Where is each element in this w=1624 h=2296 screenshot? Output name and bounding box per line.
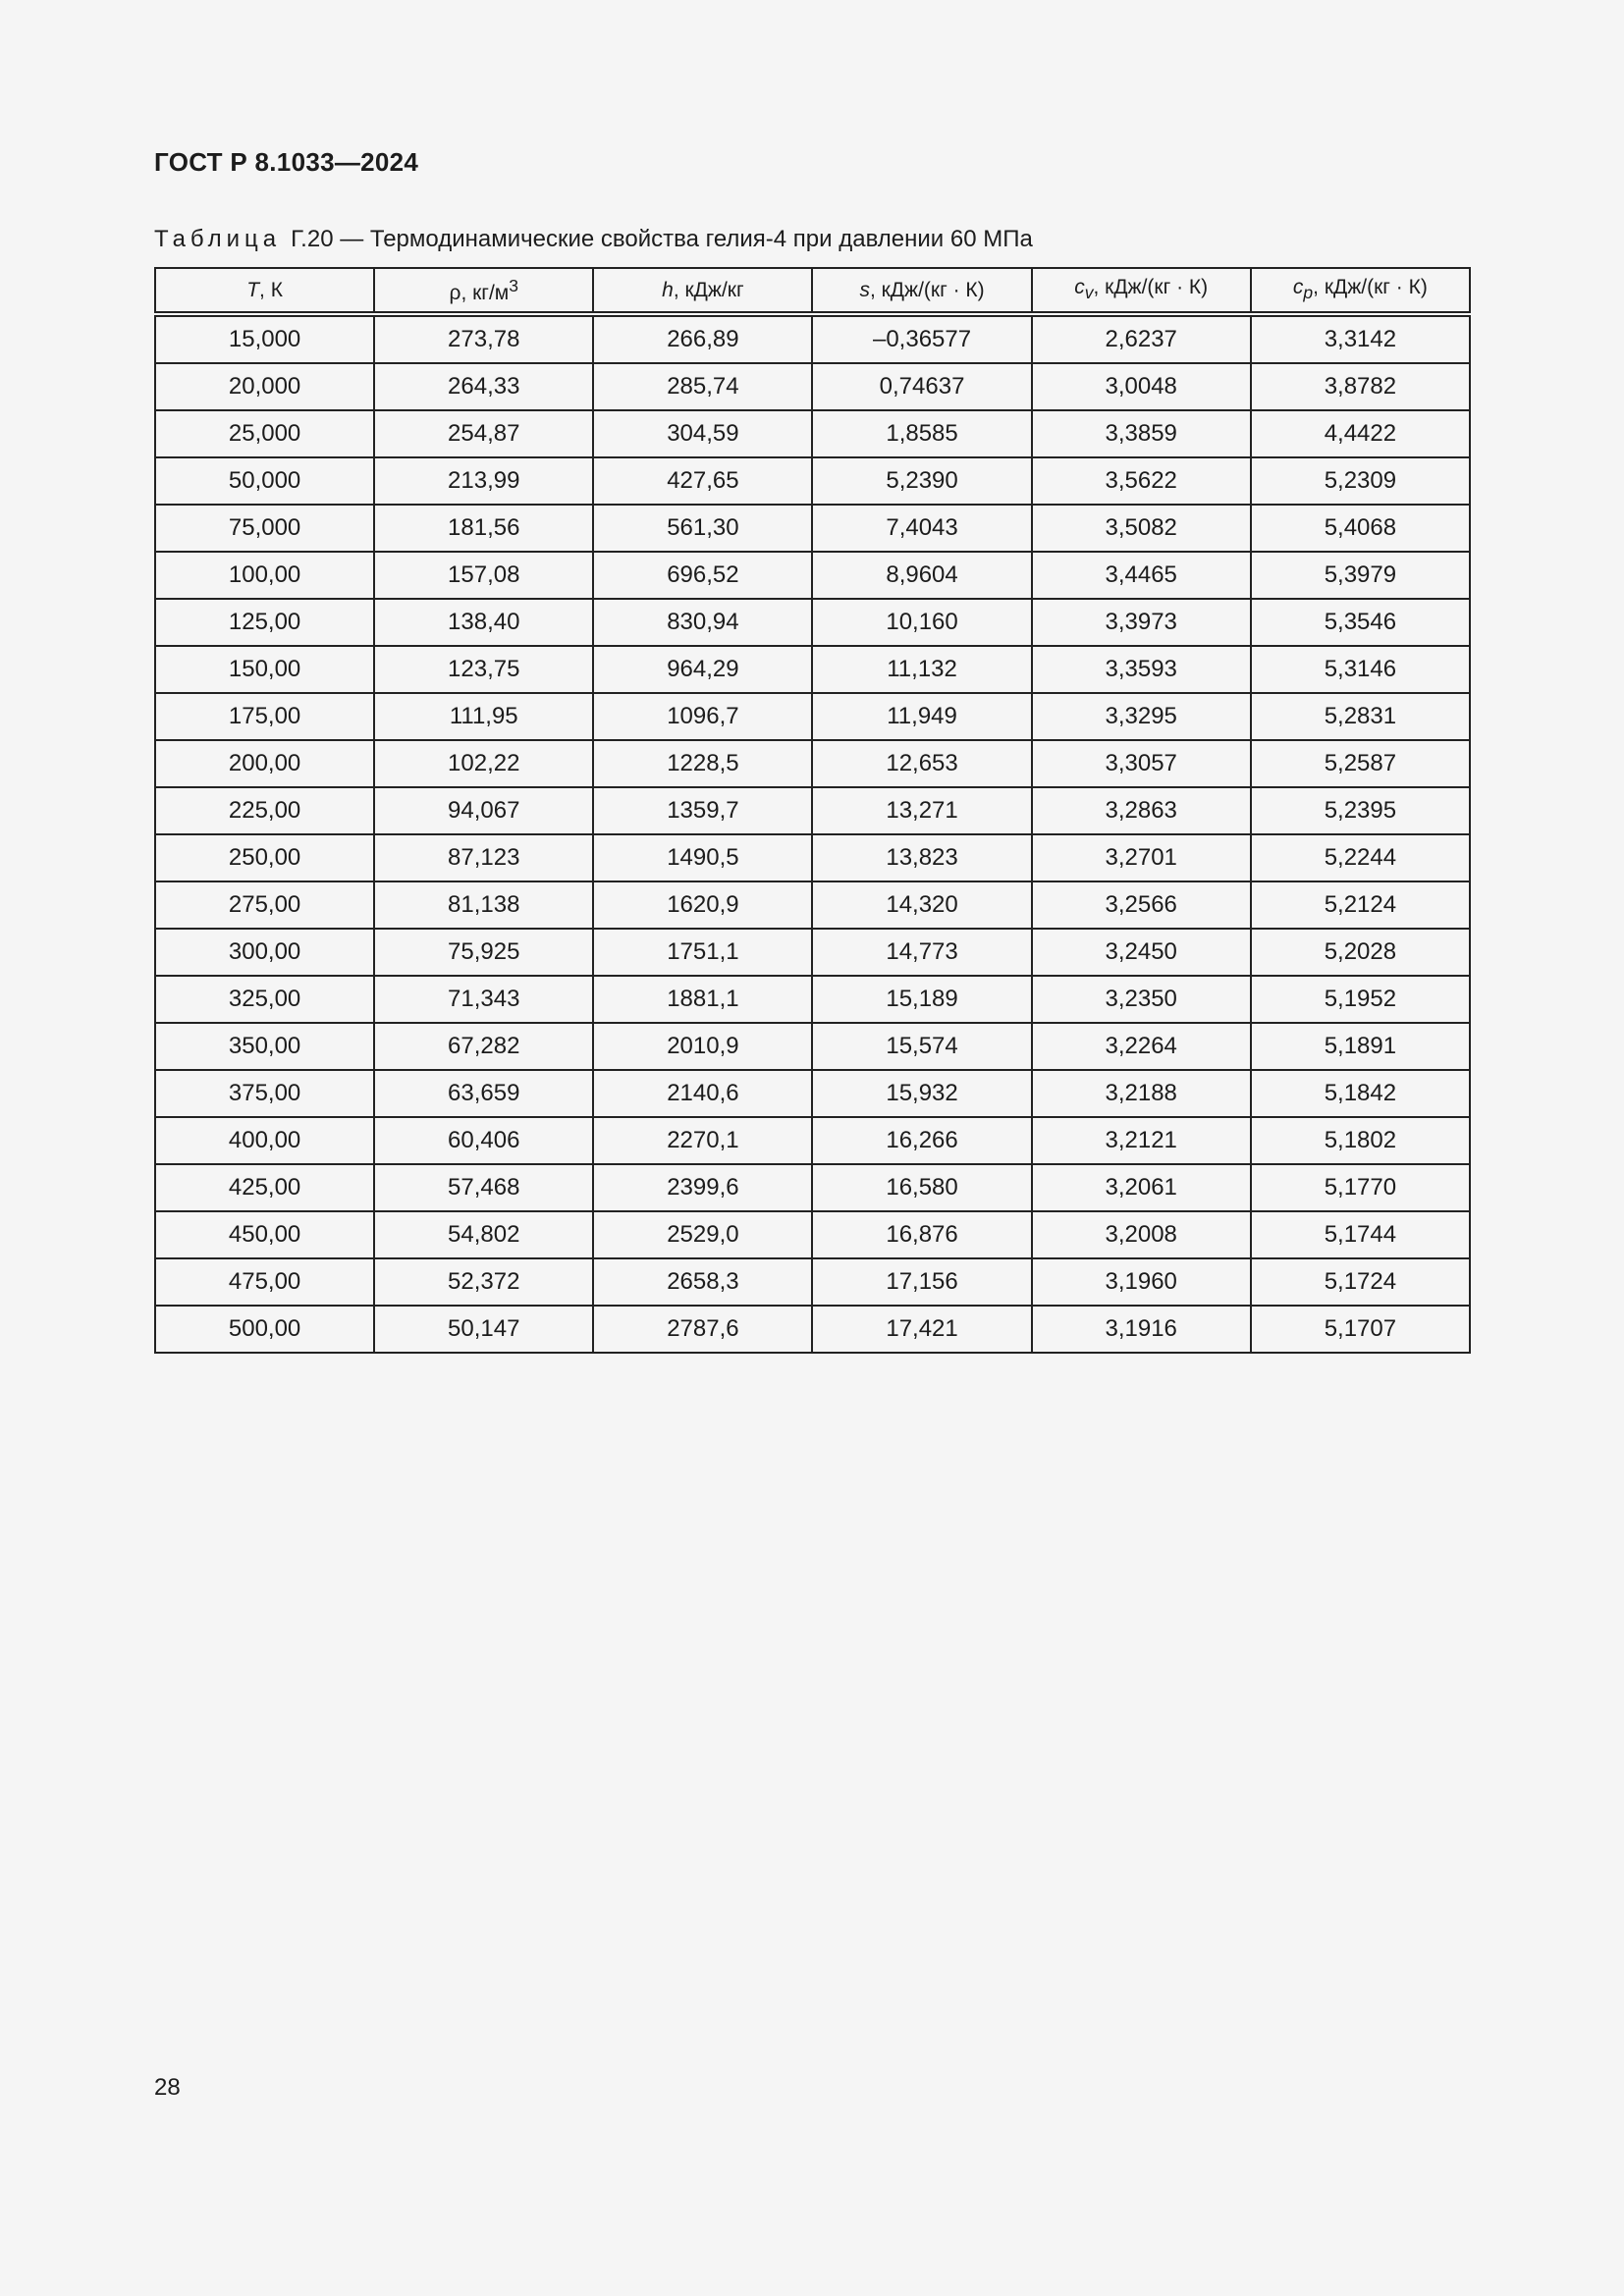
table-row — [155, 410, 1470, 457]
cell-cp: 5,3979 — [1251, 552, 1470, 599]
column-header-entropy: s, кДж/(кг · К) — [812, 268, 1031, 314]
cell-temperature: 300,00 — [155, 929, 374, 976]
cell-cp: 5,2124 — [1251, 881, 1470, 929]
cell-cp: 5,1952 — [1251, 976, 1470, 1023]
cell-enthalpy: 1881,1 — [593, 976, 812, 1023]
cell-density: 123,75 — [374, 646, 593, 693]
table-caption — [154, 226, 1033, 253]
cell-cv: 3,2701 — [1032, 834, 1251, 881]
cell-density: 87,123 — [374, 834, 593, 881]
cell-entropy: –0,36577 — [812, 314, 1031, 363]
cell-enthalpy: 2658,3 — [593, 1258, 812, 1306]
cell-density: 157,08 — [374, 552, 593, 599]
table-row — [155, 599, 1470, 646]
table-row — [155, 834, 1470, 881]
table-row — [155, 1164, 1470, 1211]
cell-entropy: 16,266 — [812, 1117, 1031, 1164]
cell-entropy: 7,4043 — [812, 505, 1031, 552]
cell-temperature: 200,00 — [155, 740, 374, 787]
cell-cv: 3,2121 — [1032, 1117, 1251, 1164]
cell-density: 67,282 — [374, 1023, 593, 1070]
cell-cp: 5,1724 — [1251, 1258, 1470, 1306]
cell-enthalpy: 285,74 — [593, 363, 812, 410]
table-row — [155, 314, 1470, 363]
cell-enthalpy: 1620,9 — [593, 881, 812, 929]
cell-temperature: 100,00 — [155, 552, 374, 599]
cell-density: 181,56 — [374, 505, 593, 552]
table-body — [155, 314, 1470, 1353]
cell-temperature: 25,000 — [155, 410, 374, 457]
column-header-temperature: T, К — [155, 268, 374, 314]
cell-cv: 3,2008 — [1032, 1211, 1251, 1258]
cell-temperature: 325,00 — [155, 976, 374, 1023]
table-row — [155, 1211, 1470, 1258]
cell-cp: 5,1770 — [1251, 1164, 1470, 1211]
cell-temperature: 450,00 — [155, 1211, 374, 1258]
cell-density: 254,87 — [374, 410, 593, 457]
cell-enthalpy: 1751,1 — [593, 929, 812, 976]
cell-temperature: 150,00 — [155, 646, 374, 693]
cell-cp: 5,4068 — [1251, 505, 1470, 552]
table-row — [155, 881, 1470, 929]
cell-cv: 3,2450 — [1032, 929, 1251, 976]
column-header-enthalpy: h, кДж/кг — [593, 268, 812, 314]
cell-temperature: 20,000 — [155, 363, 374, 410]
cell-cv: 3,1960 — [1032, 1258, 1251, 1306]
table-header-row — [155, 268, 1470, 314]
cell-enthalpy: 1490,5 — [593, 834, 812, 881]
cell-temperature: 350,00 — [155, 1023, 374, 1070]
cell-density: 54,802 — [374, 1211, 593, 1258]
page-number: 28 — [154, 2074, 181, 2101]
cell-cv: 3,2061 — [1032, 1164, 1251, 1211]
cell-entropy: 14,773 — [812, 929, 1031, 976]
cell-entropy: 15,574 — [812, 1023, 1031, 1070]
cell-enthalpy: 1096,7 — [593, 693, 812, 740]
cell-temperature: 275,00 — [155, 881, 374, 929]
cell-entropy: 13,271 — [812, 787, 1031, 834]
cell-cp: 5,1744 — [1251, 1211, 1470, 1258]
cell-enthalpy: 427,65 — [593, 457, 812, 505]
cell-enthalpy: 696,52 — [593, 552, 812, 599]
cell-enthalpy: 2140,6 — [593, 1070, 812, 1117]
cell-temperature: 175,00 — [155, 693, 374, 740]
table-row — [155, 1070, 1470, 1117]
cell-cp: 4,4422 — [1251, 410, 1470, 457]
cell-enthalpy: 2010,9 — [593, 1023, 812, 1070]
cell-entropy: 10,160 — [812, 599, 1031, 646]
cell-cv: 3,3057 — [1032, 740, 1251, 787]
cell-cp: 5,1842 — [1251, 1070, 1470, 1117]
cell-cp: 5,3546 — [1251, 599, 1470, 646]
cell-entropy: 14,320 — [812, 881, 1031, 929]
cell-enthalpy: 2399,6 — [593, 1164, 812, 1211]
cell-enthalpy: 964,29 — [593, 646, 812, 693]
cell-density: 57,468 — [374, 1164, 593, 1211]
column-header-cp: $c_p$, кДж/(кг · К) — [1251, 268, 1470, 314]
table-row — [155, 1023, 1470, 1070]
cell-temperature: 475,00 — [155, 1258, 374, 1306]
cell-density: 71,343 — [374, 976, 593, 1023]
cell-density: 102,22 — [374, 740, 593, 787]
cell-temperature: 225,00 — [155, 787, 374, 834]
cell-cp: 5,2831 — [1251, 693, 1470, 740]
thermo-properties-table — [154, 267, 1471, 1354]
cell-density: 273,78 — [374, 314, 593, 363]
cell-entropy: 15,932 — [812, 1070, 1031, 1117]
cell-entropy: 16,876 — [812, 1211, 1031, 1258]
cell-entropy: 5,2390 — [812, 457, 1031, 505]
cell-enthalpy: 1359,7 — [593, 787, 812, 834]
cell-cp: 5,2309 — [1251, 457, 1470, 505]
table-row — [155, 976, 1470, 1023]
cell-entropy: 11,132 — [812, 646, 1031, 693]
cell-enthalpy: 2787,6 — [593, 1306, 812, 1353]
cell-entropy: 0,74637 — [812, 363, 1031, 410]
cell-cp: 5,1707 — [1251, 1306, 1470, 1353]
cell-cv: 3,2264 — [1032, 1023, 1251, 1070]
cell-temperature: 400,00 — [155, 1117, 374, 1164]
cell-enthalpy: 1228,5 — [593, 740, 812, 787]
cell-entropy: 16,580 — [812, 1164, 1031, 1211]
cell-entropy: 17,421 — [812, 1306, 1031, 1353]
table-caption-text: Г.20 — Термодинамические свойства гелия-4 при давлении 60 МПа — [291, 226, 1033, 252]
cell-cv: 3,3973 — [1032, 599, 1251, 646]
cell-cv: 3,3859 — [1032, 410, 1251, 457]
table-row — [155, 740, 1470, 787]
cell-cv: 3,2566 — [1032, 881, 1251, 929]
cell-cp: 5,2395 — [1251, 787, 1470, 834]
cell-cv: 3,2350 — [1032, 976, 1251, 1023]
cell-cv: 3,3295 — [1032, 693, 1251, 740]
cell-cv: 3,2188 — [1032, 1070, 1251, 1117]
table-row — [155, 1258, 1470, 1306]
table-caption-label: Таблица — [154, 226, 282, 252]
cell-cp: 3,3142 — [1251, 314, 1470, 363]
cell-cp: 5,3146 — [1251, 646, 1470, 693]
cell-temperature: 375,00 — [155, 1070, 374, 1117]
cell-cv: 2,6237 — [1032, 314, 1251, 363]
cell-cv: 3,5082 — [1032, 505, 1251, 552]
table-row — [155, 1306, 1470, 1353]
cell-temperature: 500,00 — [155, 1306, 374, 1353]
cell-cp: 5,1891 — [1251, 1023, 1470, 1070]
cell-enthalpy: 304,59 — [593, 410, 812, 457]
cell-enthalpy: 266,89 — [593, 314, 812, 363]
table-row — [155, 787, 1470, 834]
cell-cp: 3,8782 — [1251, 363, 1470, 410]
cell-temperature: 15,000 — [155, 314, 374, 363]
cell-entropy: 1,8585 — [812, 410, 1031, 457]
cell-entropy: 11,949 — [812, 693, 1031, 740]
table-row — [155, 646, 1470, 693]
document-code: ГОСТ Р 8.1033—2024 — [154, 147, 419, 177]
cell-cp: 5,2244 — [1251, 834, 1470, 881]
cell-temperature: 250,00 — [155, 834, 374, 881]
cell-enthalpy: 2270,1 — [593, 1117, 812, 1164]
column-header-cv: $c_v$, кДж/(кг · К) — [1032, 268, 1251, 314]
cell-entropy: 8,9604 — [812, 552, 1031, 599]
cell-density: 81,138 — [374, 881, 593, 929]
cell-entropy: 15,189 — [812, 976, 1031, 1023]
cell-entropy: 13,823 — [812, 834, 1031, 881]
table-row — [155, 1117, 1470, 1164]
cell-cv: 3,5622 — [1032, 457, 1251, 505]
cell-cp: 5,1802 — [1251, 1117, 1470, 1164]
cell-enthalpy: 561,30 — [593, 505, 812, 552]
cell-cv: 3,4465 — [1032, 552, 1251, 599]
cell-cv: 3,3593 — [1032, 646, 1251, 693]
cell-density: 50,147 — [374, 1306, 593, 1353]
table-row — [155, 552, 1470, 599]
cell-density: 213,99 — [374, 457, 593, 505]
cell-density: 52,372 — [374, 1258, 593, 1306]
cell-density: 75,925 — [374, 929, 593, 976]
cell-temperature: 75,000 — [155, 505, 374, 552]
cell-entropy: 17,156 — [812, 1258, 1031, 1306]
cell-density: 63,659 — [374, 1070, 593, 1117]
column-header-density: ρ, $кг/м^3$ — [374, 268, 593, 314]
cell-density: 94,067 — [374, 787, 593, 834]
cell-temperature: 425,00 — [155, 1164, 374, 1211]
cell-cp: 5,2587 — [1251, 740, 1470, 787]
table-row — [155, 693, 1470, 740]
cell-enthalpy: 2529,0 — [593, 1211, 812, 1258]
cell-temperature: 50,000 — [155, 457, 374, 505]
cell-cv: 3,0048 — [1032, 363, 1251, 410]
cell-density: 111,95 — [374, 693, 593, 740]
table-row — [155, 505, 1470, 552]
cell-enthalpy: 830,94 — [593, 599, 812, 646]
cell-density: 60,406 — [374, 1117, 593, 1164]
cell-temperature: 125,00 — [155, 599, 374, 646]
table-row — [155, 929, 1470, 976]
table-row — [155, 457, 1470, 505]
cell-cp: 5,2028 — [1251, 929, 1470, 976]
cell-entropy: 12,653 — [812, 740, 1031, 787]
cell-density: 264,33 — [374, 363, 593, 410]
cell-cv: 3,1916 — [1032, 1306, 1251, 1353]
cell-cv: 3,2863 — [1032, 787, 1251, 834]
cell-density: 138,40 — [374, 599, 593, 646]
table-row — [155, 363, 1470, 410]
